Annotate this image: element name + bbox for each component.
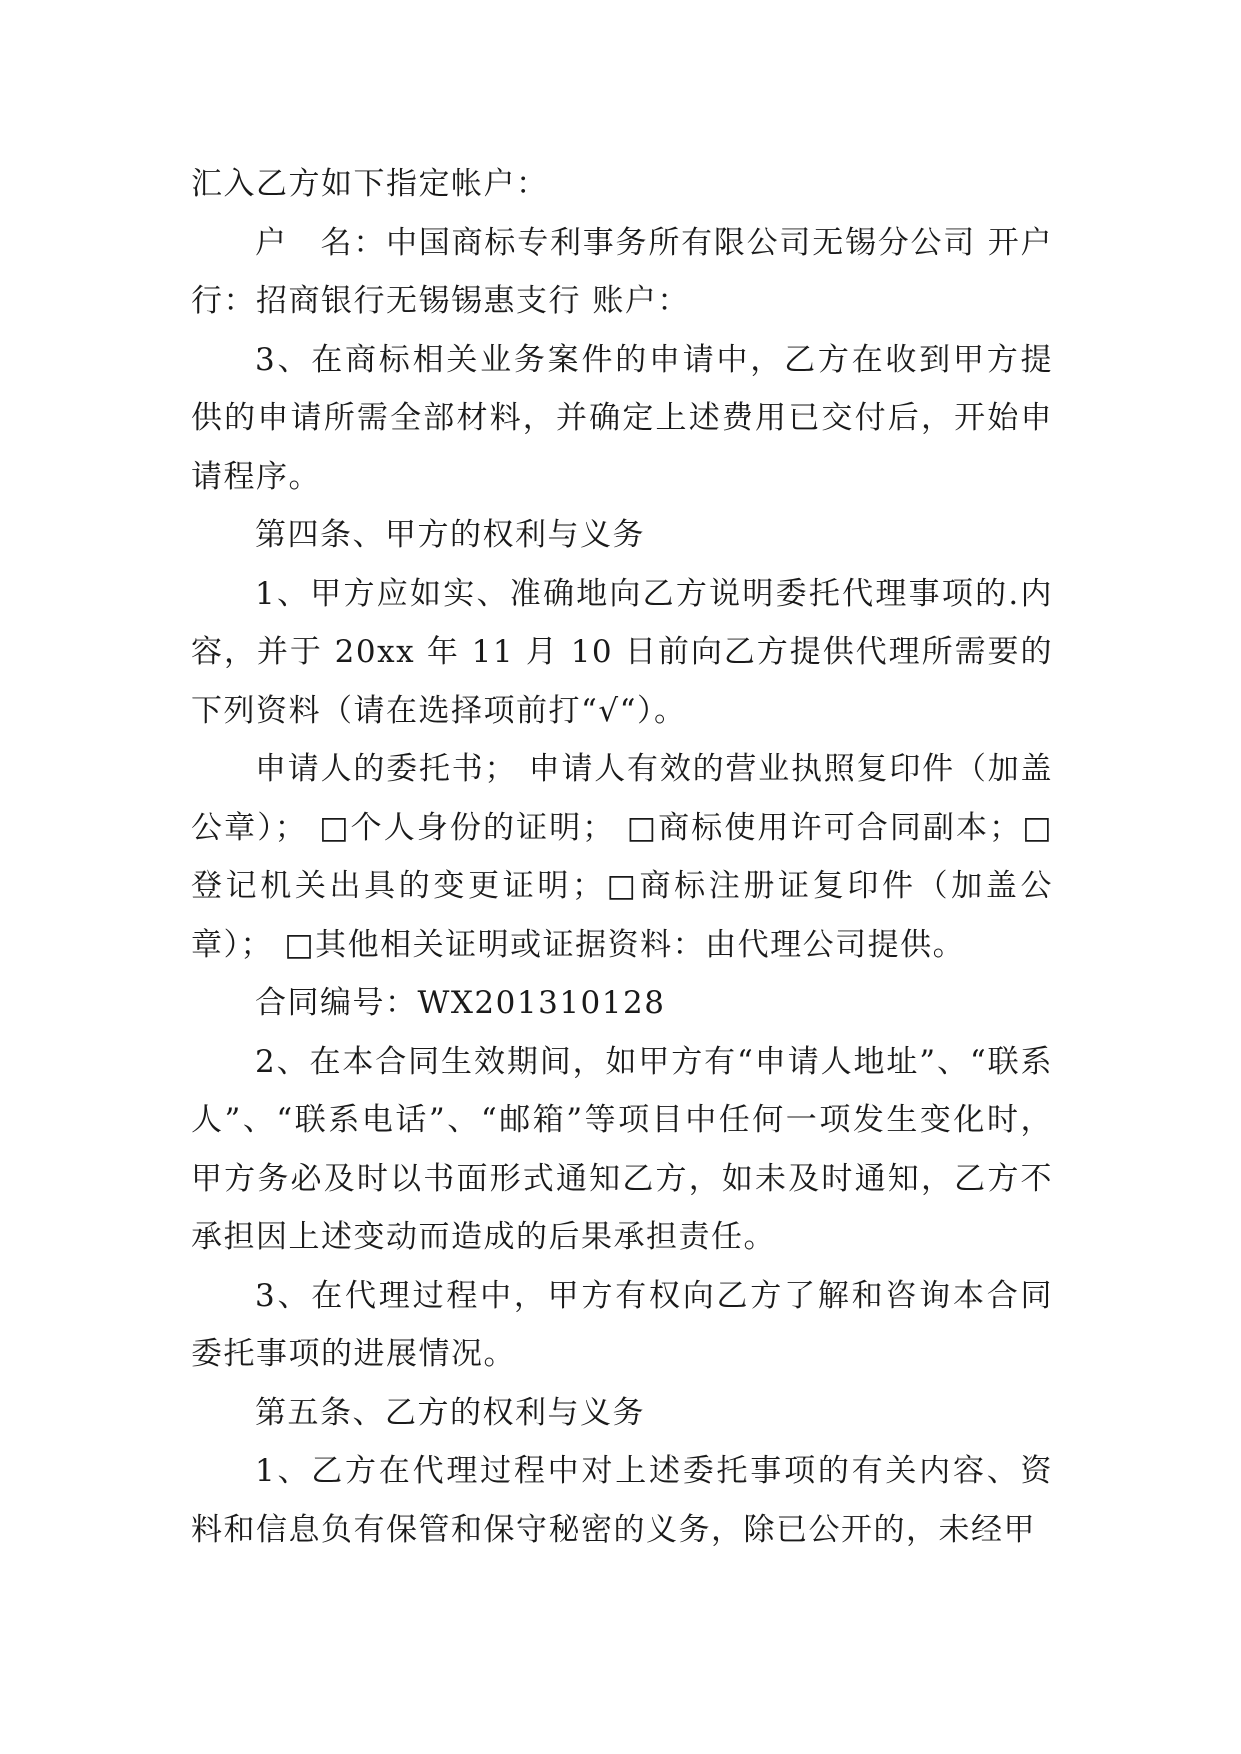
paragraph-article-4-item-3: 3、在代理过程中，甲方有权向乙方了解和咨询本合同委托事项的进展情况。 xyxy=(191,1277,1053,1372)
contract-number: 合同编号：WX201310128 xyxy=(255,985,666,1021)
paragraph-account-details: 户 名：中国商标专利事务所有限公司无锡分公司 开户行：招商银行无锡锡惠支行 账户： xyxy=(191,224,1053,319)
paragraph-clause-3-application: 3、在商标相关业务案件的申请中，乙方在收到甲方提供的申请所需全部材料，并确定上述费用已交付后，开始申请程序。 xyxy=(191,341,1053,495)
paragraph-article-4-item-2: 2、在本合同生效期间，如甲方有“申请人地址”、“联系人”、“联系电话”、“邮箱”等项目中任何一项发生变化时，甲方务必及时以书面形式通知乙方，如未及时通知，乙方不承担因上述变动而造成的后果承担责任。 xyxy=(191,1043,1053,1255)
heading-article-5: 第五条、乙方的权利与义务 xyxy=(255,1394,645,1431)
paragraph-article-4-item-1: 1、甲方应如实、准确地向乙方说明委托代理事项的.内容，并于 20xx 年 11 月 10 日前向乙方提供代理所需要的下列资料（请在选择项前打“√“）。 xyxy=(191,575,1053,729)
paragraph-article-5-item-1: 1、乙方在代理过程中对上述委托事项的有关内容、资料和信息负有保管和保守秘密的义务，除已公开的，未经甲 xyxy=(191,1453,1053,1548)
paragraph-materials-checklist: 申请人的委托书； 申请人有效的营业执照复印件（加盖公章）； □个人身份的证明； □商标使用许可合同副本；□登记机关出具的变更证明；□商标注册证复印件（加盖公章）； □其他相关证明或证据资料：由代理公司提供。 xyxy=(191,751,1053,963)
paragraph-account-intro: 汇入乙方如下指定帐户： xyxy=(191,166,549,202)
heading-article-4: 第四条、甲方的权利与义务 xyxy=(255,517,645,553)
document-body xyxy=(191,155,1053,1559)
